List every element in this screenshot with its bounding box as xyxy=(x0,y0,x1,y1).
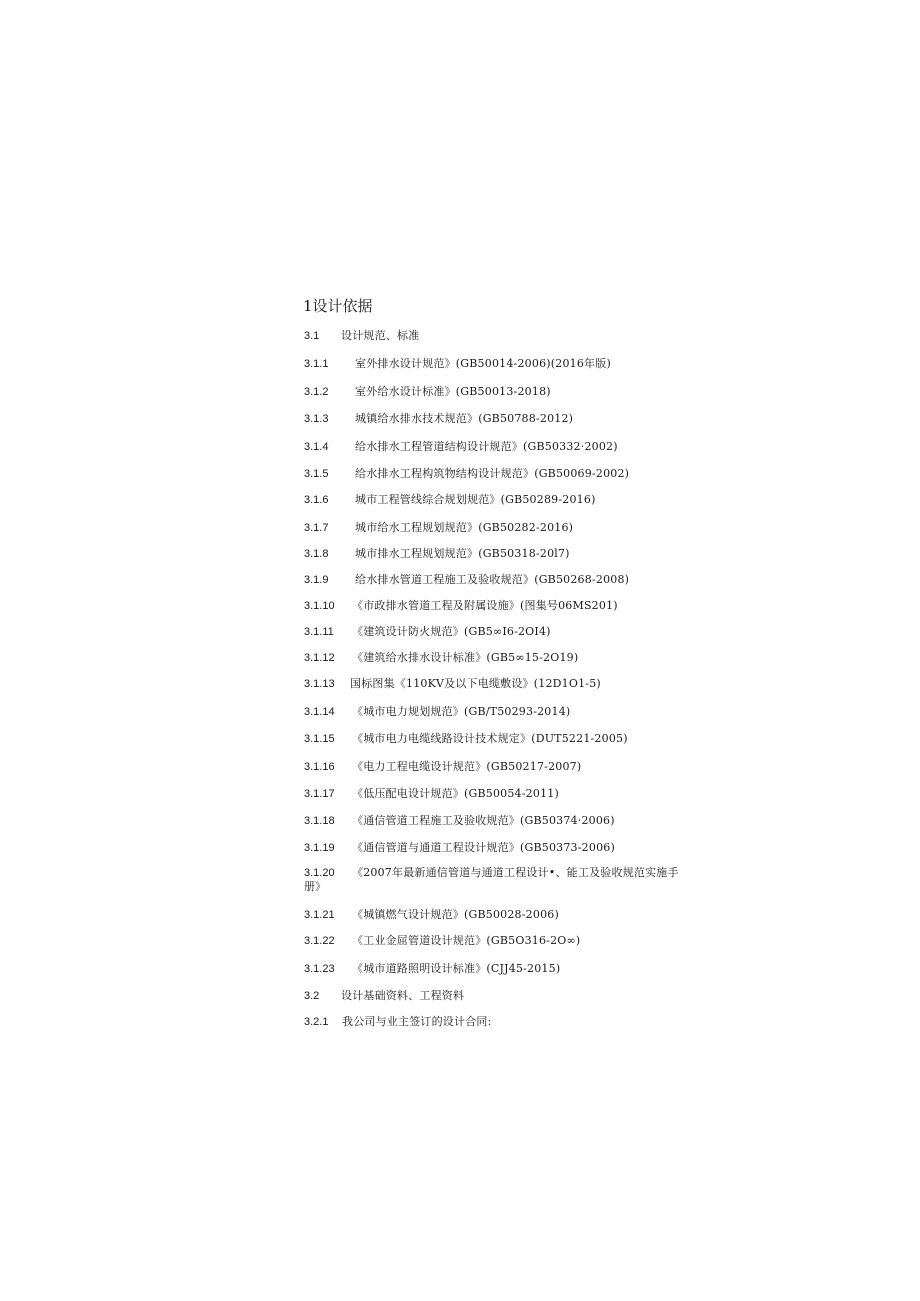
item-number: 3.1.9 xyxy=(304,574,329,586)
item-text: 国标图集《110KV及以下电缆敷设》(12D1O1-5) xyxy=(350,677,601,690)
item-number: 3.1.18 xyxy=(304,815,335,827)
item-text: 城市工程管线综合规划规范》(GB50289-2016) xyxy=(355,493,596,506)
item-text: 《通信管道工程施工及验收规范》(GB50374·2006) xyxy=(352,814,615,827)
item-number: 3.1.16 xyxy=(304,761,335,773)
item-number: 3.1.5 xyxy=(304,468,329,480)
item-text: 城市给水工程规划规范》(GB50282-2016) xyxy=(355,521,574,534)
item-number: 3.1.6 xyxy=(304,494,329,506)
item-text: 城镇给水排水技术规范》(GB50788-2012) xyxy=(355,412,574,425)
item-text: 《建筑给水排水设计标准》(GB5∞15-2O19) xyxy=(352,651,579,664)
item-number: 3.1.14 xyxy=(304,706,335,718)
item-number: 3.1.23 xyxy=(304,963,335,975)
item-number: 3.1.7 xyxy=(304,522,329,534)
item-number: 3.1.13 xyxy=(304,678,335,690)
item-number: 3.1.17 xyxy=(304,788,335,800)
item-number: 3.1.4 xyxy=(304,441,329,453)
item-text: 《低压配电设计规范》(GB50054-2011) xyxy=(352,787,559,800)
item-number: 3.1.11 xyxy=(304,626,334,638)
item-number: 3.1 xyxy=(304,330,320,342)
item-text: 室外排水设计规范》(GB50014-2006)(2016年版) xyxy=(355,357,611,370)
item-text: 《建筑设计防火规范》(GB5∞I6-2OI4) xyxy=(352,625,551,638)
item-text: 室外给水设计标准》(GB50013-2018) xyxy=(355,385,551,398)
item-text: 我公司与业主签订的设计合同: xyxy=(342,1015,492,1028)
item-text: 《2007年最新通信管道与通道工程设计•、能工及验收规范实施手 xyxy=(352,866,679,879)
item-number: 3.2 xyxy=(304,990,320,1002)
item-number: 3.1.8 xyxy=(304,548,329,560)
item-text: 《城市道路照明设计标准》(CJJ45-2015) xyxy=(352,962,561,975)
list-item xyxy=(304,865,694,897)
item-number: 3.1.15 xyxy=(304,733,335,745)
item-text: 《工业金屈管道设计规范》(GB5O316-2O∞) xyxy=(352,934,581,947)
item-number: 3.1.22 xyxy=(304,935,335,947)
item-text: 城市排水工程规划规范》(GB50318-20l7) xyxy=(355,547,570,560)
item-text: 《通信管道与通道工程设计规范》(GB50373-2006) xyxy=(352,841,615,854)
item-text: 设计规范、标准 xyxy=(341,329,420,342)
item-number: 3.1.1 xyxy=(304,358,329,370)
item-text: 《城镇燃气设计规范》(GB50028-2006) xyxy=(352,908,559,921)
section-heading: 1设计依据 xyxy=(303,297,373,315)
item-text: 《城市电力规划规范》(GB/T50293-2014) xyxy=(352,705,571,718)
item-number: 3.1.3 xyxy=(304,413,329,425)
item-number: 3.2.1 xyxy=(304,1016,329,1028)
item-text: 给水排水工程构筑物结构设计规范》(GB50069-2002) xyxy=(355,467,630,480)
item-number: 3.1.2 xyxy=(304,386,329,398)
item-number: 3.1.21 xyxy=(304,909,335,921)
item-text-continuation: 册》 xyxy=(304,880,326,893)
item-text: 《市政排水管道工程及附属设施》(图集号06MS201) xyxy=(352,599,618,612)
item-text: 《电力工程电缆设计规范》(GB50217-2007) xyxy=(352,760,582,773)
item-number: 3.1.19 xyxy=(304,842,335,854)
item-text: 设计基础资料、工程资料 xyxy=(341,989,465,1002)
item-text: 给水排水管道工程施工及验收规范》(GB50268-2008) xyxy=(355,573,630,586)
item-number: 3.1.20 xyxy=(304,867,335,879)
item-number: 3.1.12 xyxy=(304,652,335,664)
item-text: 给水排水工程管道结构设计规范》(GB50332·2002) xyxy=(355,440,618,453)
item-number: 3.1.10 xyxy=(304,600,335,612)
item-text: 《城市电力电缆线路设计技术规定》(DUT5221-2005) xyxy=(352,732,628,745)
